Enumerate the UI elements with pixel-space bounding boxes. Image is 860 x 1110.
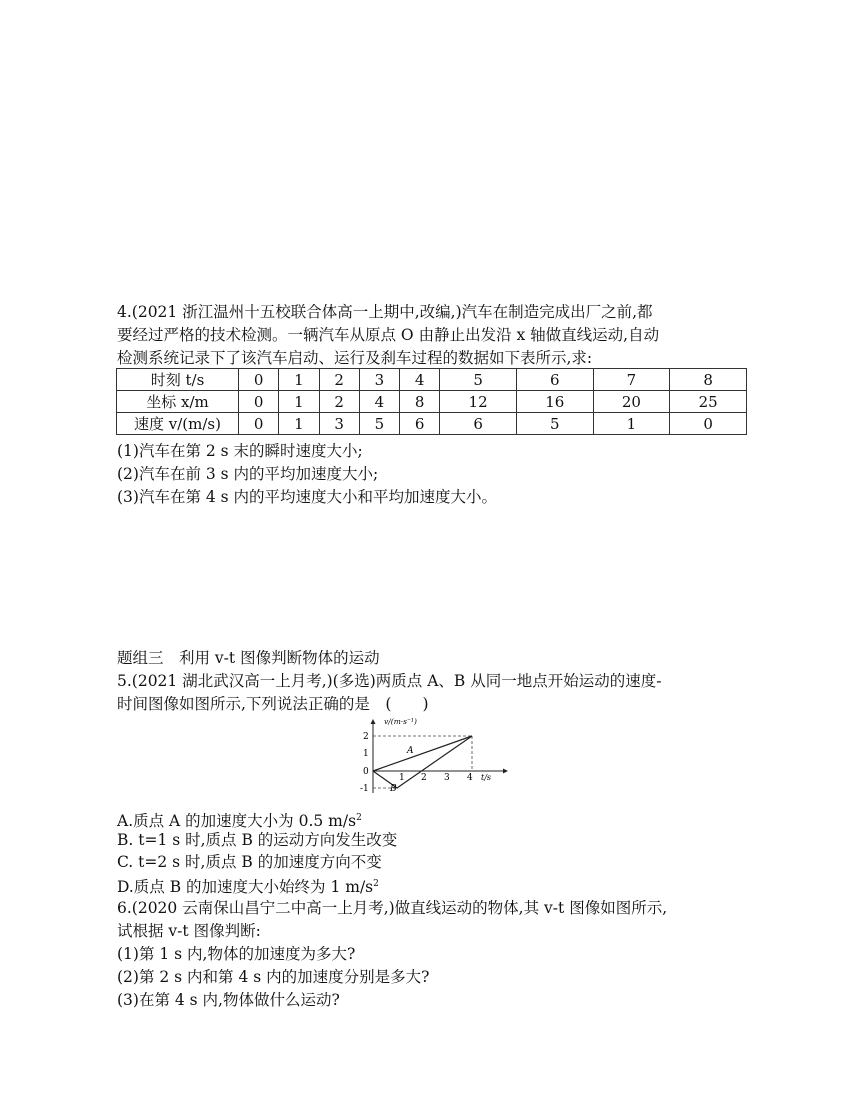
table-cell: 20: [593, 391, 670, 413]
q5-option-d[interactable]: [117, 873, 379, 898]
y-axis-label: v/(m·s⁻¹): [384, 717, 417, 726]
q5-option-d-text: D.质点 B 的加速度大小始终为 1 m/s: [117, 878, 374, 896]
table-cell: 0: [239, 369, 279, 391]
q4-line-3: 检测系统记录下了该汽车启动、运行及刹车过程的数据如下表所示,求:: [117, 349, 593, 367]
line-a: [373, 736, 472, 771]
table-cell: 6: [440, 413, 517, 435]
q6-sub-2: (2)第 2 s 内和第 4 s 内的加速度分别是多大?: [117, 968, 430, 986]
table-cell: 5: [359, 413, 399, 435]
table-cell: 16: [516, 391, 593, 413]
table-cell: 0: [239, 413, 279, 435]
q4-data-table: [116, 368, 747, 435]
table-cell: 3: [319, 413, 359, 435]
q4-sub-1: (1)汽车在第 2 s 末的瞬时速度大小;: [117, 442, 363, 460]
q5-line-1: 5.(2021 湖北武汉高一上月考,)(多选)两质点 A、B 从同一地点开始运动的速度-: [117, 672, 662, 690]
q5-option-a-sup: 2: [356, 813, 362, 823]
q4-sub-2: (2)汽车在前 3 s 内的平均加速度大小;: [117, 465, 379, 483]
label-a: A: [407, 746, 414, 756]
x-tick-3: 3: [444, 773, 450, 783]
q5-option-b[interactable]: B. t=1 s 时,质点 B 的运动方向发生改变: [117, 831, 398, 849]
x-tick-1: 1: [399, 773, 405, 783]
table-cell: 1: [279, 391, 319, 413]
table-cell: 8: [670, 369, 747, 391]
q5-option-d-sup: 2: [373, 879, 379, 889]
x-axis-arrow: [503, 769, 508, 774]
q4-line-2: 要经过严格的技术检测。一辆汽车从原点 O 由静止出发沿 x 轴做直线运动,自动: [117, 326, 660, 344]
table-row-label: 时刻 t/s: [117, 369, 239, 391]
table-cell: 4: [400, 369, 440, 391]
q6-line-2: 试根据 v-t 图像判断:: [117, 922, 261, 940]
q6-line-1: 6.(2020 云南保山昌宁二中高一上月考,)做直线运动的物体,其 v-t 图像如图所示,: [117, 899, 668, 917]
label-b: B: [390, 784, 397, 794]
q5-option-a-text: A.质点 A 的加速度大小为 0.5 m/s: [117, 812, 357, 830]
y-axis-arrow: [371, 719, 376, 724]
table-cell: 0: [239, 391, 279, 413]
table-cell: 4: [359, 391, 399, 413]
table-row: [117, 369, 747, 391]
table-row: [117, 391, 747, 413]
q5-option-c[interactable]: C. t=2 s 时,质点 B 的加速度方向不变: [117, 853, 382, 871]
table-cell: 3: [359, 369, 399, 391]
table-cell: 8: [400, 391, 440, 413]
table-cell: 25: [670, 391, 747, 413]
table-row-label: 坐标 x/m: [117, 391, 239, 413]
table-cell: 5: [516, 413, 593, 435]
q6-sub-3: (3)在第 4 s 内,物体做什么运动?: [117, 991, 340, 1009]
y-tick-0: 0: [363, 767, 369, 777]
table-cell: 2: [319, 369, 359, 391]
velocity-time-graph: [360, 717, 510, 797]
table-cell: 1: [279, 413, 319, 435]
section-title: 题组三 利用 v-t 图像判断物体的运动: [117, 649, 380, 667]
table-row: [117, 413, 747, 435]
table-cell: 6: [516, 369, 593, 391]
table-cell: 6: [400, 413, 440, 435]
table-cell: 12: [440, 391, 517, 413]
table-cell: 0: [670, 413, 747, 435]
table-row-label: 速度 v/(m/s): [117, 413, 239, 435]
table-cell: 1: [279, 369, 319, 391]
y-tick-1: 1: [363, 749, 369, 759]
y-tick-neg1: -1: [360, 784, 369, 794]
table-cell: 1: [593, 413, 670, 435]
table-cell: 5: [440, 369, 517, 391]
q4-sub-3: (3)汽车在第 4 s 内的平均速度大小和平均加速度大小。: [117, 488, 498, 506]
x-tick-2: 2: [421, 773, 427, 783]
y-tick-2: 2: [363, 732, 369, 742]
x-tick-4: 4: [467, 773, 473, 783]
q6-sub-1: (1)第 1 s 内,物体的加速度为多大?: [117, 945, 356, 963]
q5-line-2: 时间图像如图所示,下列说法正确的是 ( ): [117, 695, 429, 713]
q4-line-1: 4.(2021 浙江温州十五校联合体高一上期中,改编,)汽车在制造完成出厂之前,都: [117, 303, 653, 321]
table-cell: 7: [593, 369, 670, 391]
table-cell: 2: [319, 391, 359, 413]
x-axis-label: t/s: [481, 773, 492, 782]
